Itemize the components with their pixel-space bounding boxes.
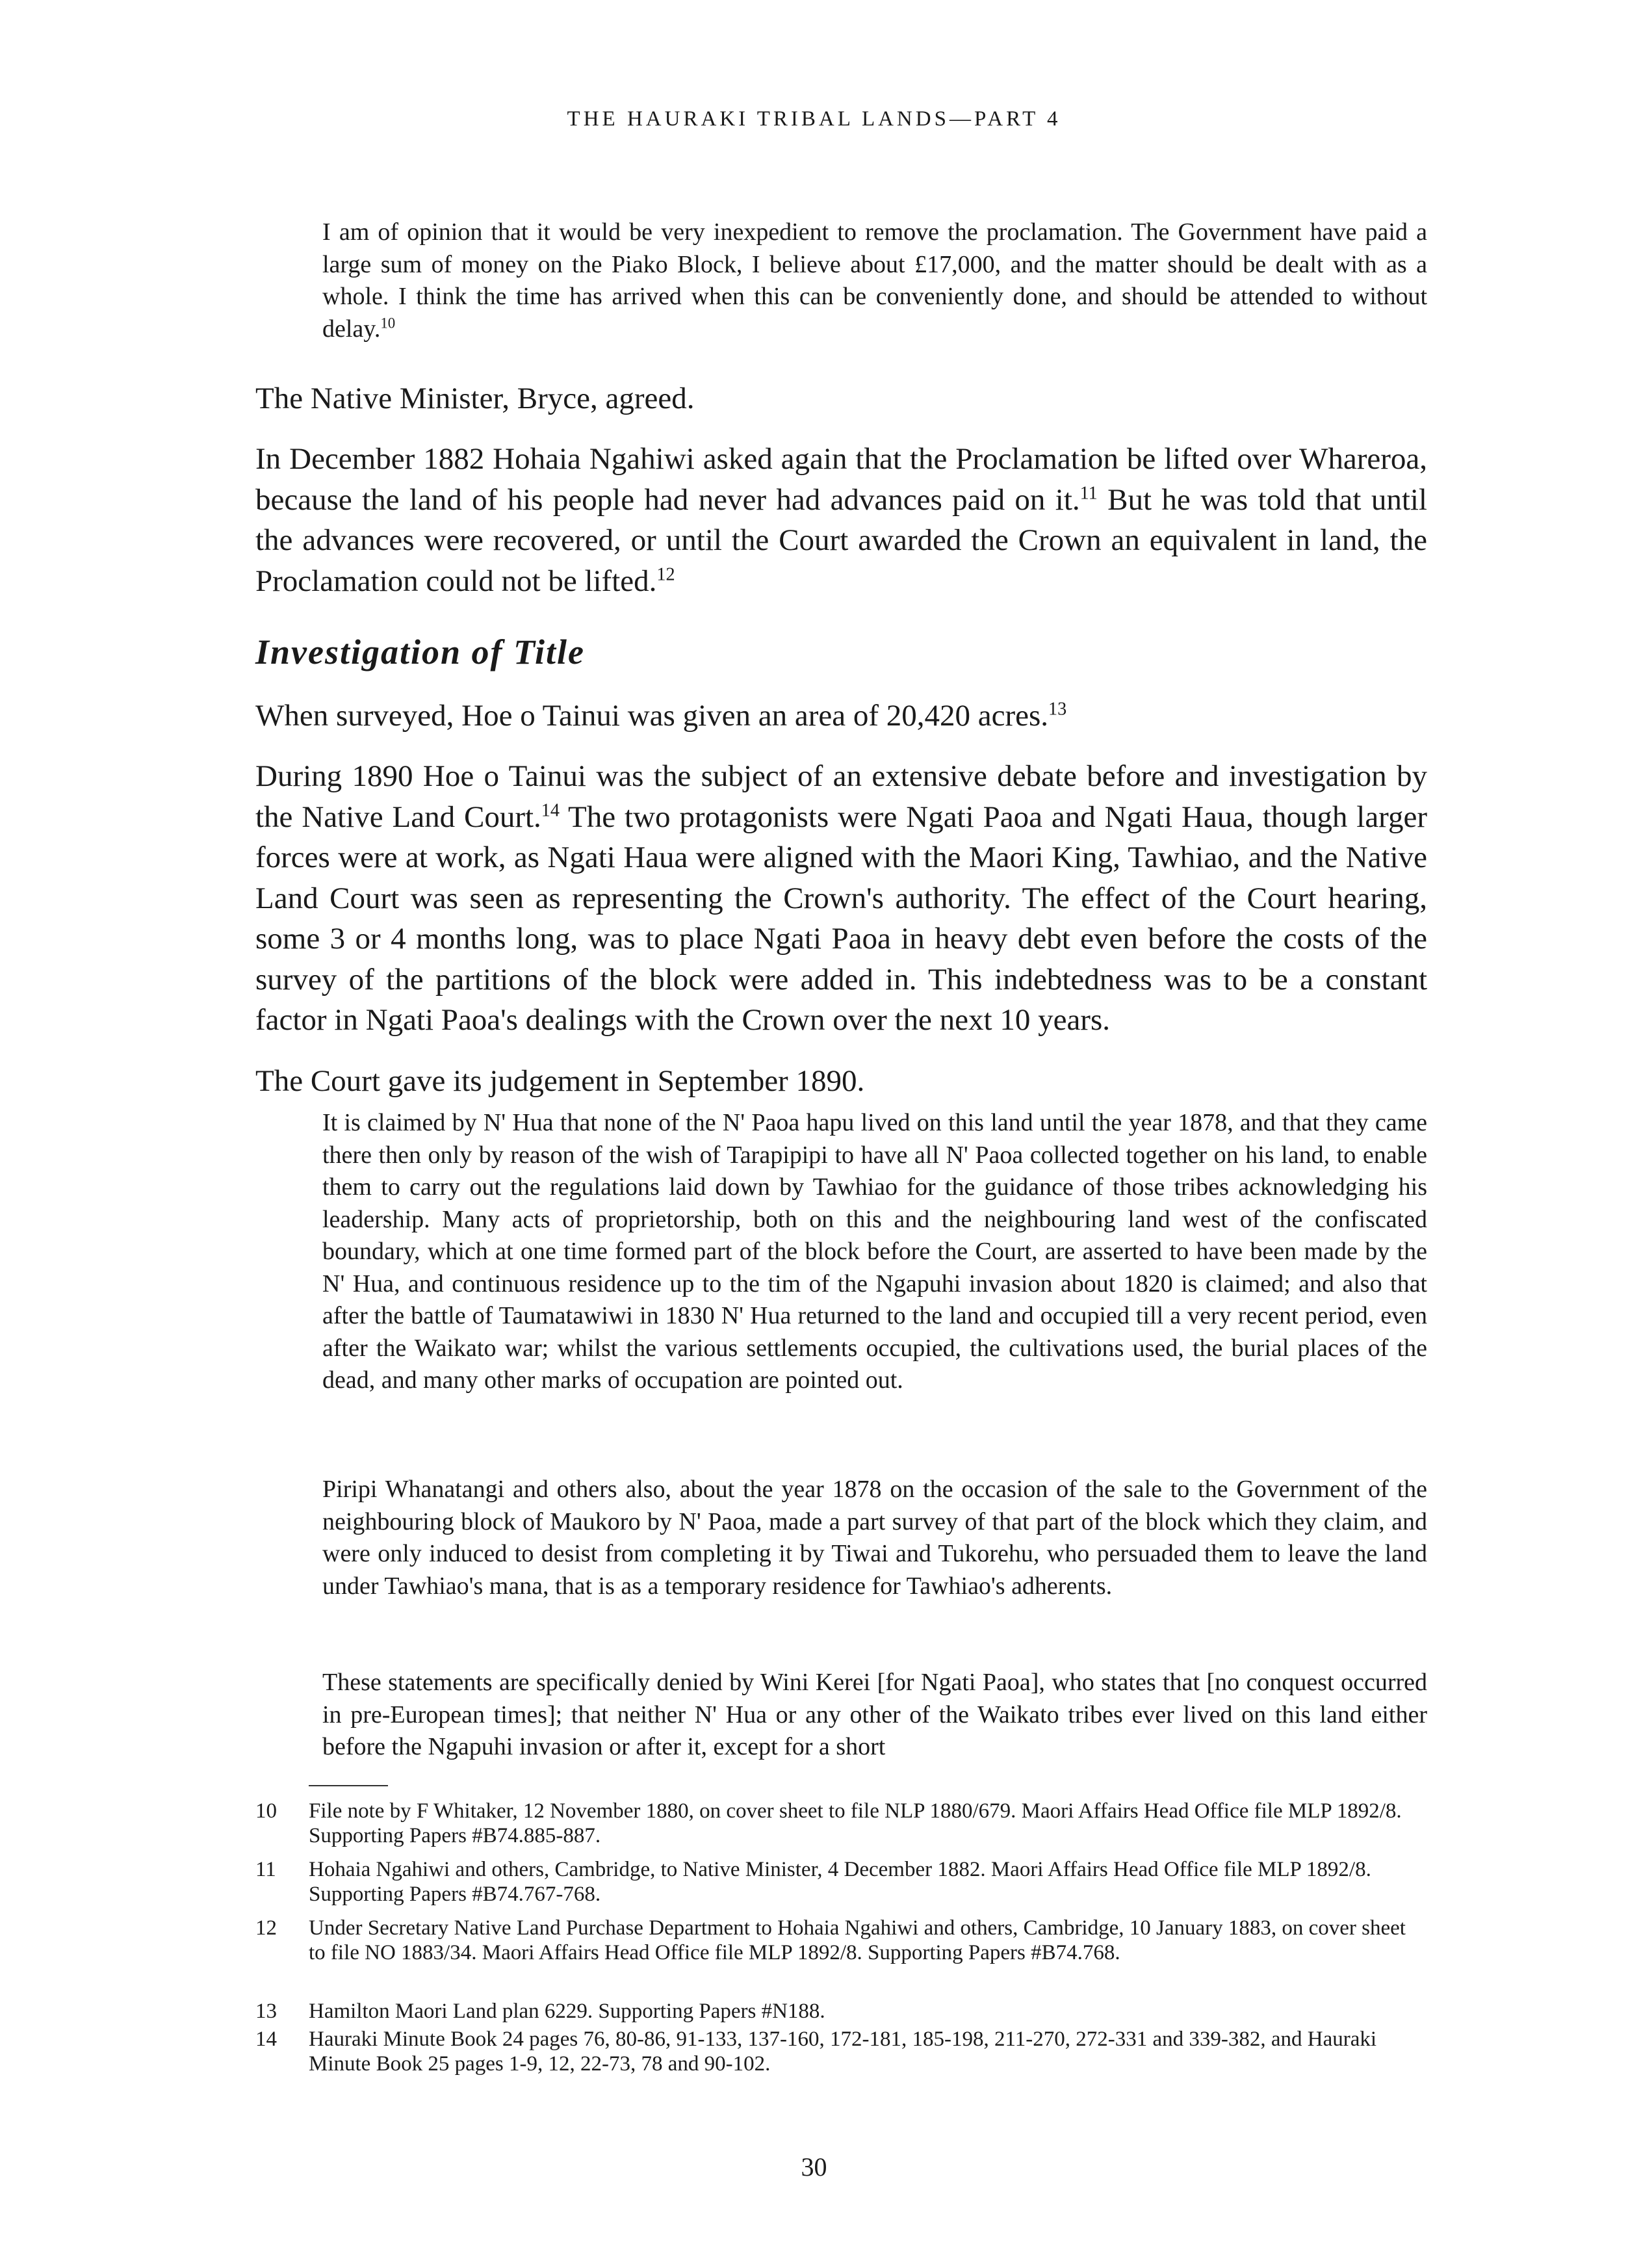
footnote-number: 14 bbox=[255, 2027, 277, 2051]
footnote-text: Hohaia Ngahiwi and others, Cambridge, to Native Minister, 4 December 1882. Maori Affairs Head Office file MLP 1892/8. Supporting Papers #B74.767-768. bbox=[309, 1858, 1371, 1906]
footnote-number: 11 bbox=[255, 1858, 276, 1881]
footnote-text: Hamilton Maori Land plan 6229. Supporting Papers #N188. bbox=[309, 2000, 825, 2023]
body-paragraph: In December 1882 Hohaia Ngahiwi asked again that the Proclamation be lifted over Whareroa, because the land of his people had never had advances paid on it.$^{11}$ But he was told that until the advances were recovered, or until the Court awarded the Crown an equivalent in land, the Proclamation could not be lifted.$^{12}$ bbox=[255, 442, 1427, 598]
block-quote-judgement-p2: Piripi Whanatangi and others also, about the year 1878 on the occasion of the sale to the Government of the neighbouring block of Maukoro by N' Paoa, made a part survey of that part of the block which they claim, and were only induced to desist from completing it by Tiwai and Tukorehu, who persuaded them to leave the land under Tawhiao's mana, that is as a temporary residence for Tawhiao's adherents. bbox=[322, 1476, 1427, 1600]
footnote bbox=[255, 1916, 1427, 1965]
footnote-ref-11[interactable]: 11 bbox=[1079, 482, 1098, 503]
body-paragraph: The Native Minister, Bryce, agreed. bbox=[255, 382, 695, 415]
footnote-ref-14[interactable]: 14 bbox=[541, 800, 560, 820]
footnote-rule bbox=[309, 1785, 388, 1786]
body-paragraph: When surveyed, Hoe o Tainui was given an area of 20,420 acres.$^{13}$ bbox=[255, 699, 1067, 733]
footnote-number: 13 bbox=[255, 2000, 277, 2023]
footnote-ref-12[interactable]: 12 bbox=[656, 564, 675, 584]
footnote-ref-10[interactable]: 10 bbox=[380, 314, 396, 331]
section-heading: Investigation of Title bbox=[255, 632, 585, 671]
page-number: 30 bbox=[801, 2152, 827, 2182]
footnote bbox=[255, 1999, 1427, 2024]
footnote-number: 12 bbox=[255, 1916, 277, 1940]
footnote-text: Hauraki Minute Book 24 pages 76, 80-86, 91-133, 137-160, 172-181, 185-198, 211-270, 272-331 and 339-382, and Hauraki Minute Book 25 pages 1-9, 12, 22-73, 78 and 90-102. bbox=[309, 2027, 1377, 2076]
footnote bbox=[255, 1799, 1427, 1848]
footnote-text: File note by F Whitaker, 12 November 1880, on cover sheet to file NLP 1880/679. Maori Affairs Head Office file MLP 1892/8. Supporting Papers #B74.885-887. bbox=[309, 1799, 1402, 1847]
body-paragraph: During 1890 Hoe o Tainui was the subject of an extensive debate before and investigation by the Native Land Court.$^{14}$ The two protagonists were Ngati Paoa and Ngati Haua, though larger forces were at work, as Ngati Haua were aligned with the Maori King, Tawhiao, and the Native Land Court was seen as representing the Crown's authority. The effect of the Court hearing, some 3 or 4 months long, was to place Ngati Paoa in heavy debt even before the costs of the survey of the partitions of the block were added in. This indebtedness was to be a constant factor in Ngati Paoa's dealings with the Crown over the next 10 years. bbox=[255, 759, 1427, 1037]
block-quote-bryce bbox=[322, 216, 1427, 345]
footnote-ref-13[interactable]: 13 bbox=[1048, 699, 1067, 720]
quote-text: I am of opinion that it would be very inexpedient to remove the proclamation. The Government have paid a large sum of money on the Piako Block, I believe about £17,000, and the matter should be dealt with as a whole. I think the time has arrived when this can be conveniently done, and should be attended to without delay. bbox=[322, 218, 1427, 343]
body-paragraph: The Court gave its judgement in September 1890. bbox=[255, 1064, 865, 1098]
block-quote-judgement-p1: It is claimed by N' Hua that none of the N' Paoa hapu lived on this land until the year 1878, and that they came there then only by reason of the wish of Tarapipipi to have all N' Paoa collected together on his land, to enable them to carry out the regulations laid down by Tawhiao for the guidance of those tribes acknowledging his leadership. Many acts of proprietorship, both on this and the neighbouring land west of the confiscated boundary, which at one time formed part of the block before the Court, are asserted to have been made by the N' Hua, and continuous residence up to the tim of the Ngapuhi invasion about 1820 is claimed; and also that after the battle of Taumatawiwi in 1830 N' Hua returned to the land and occupied till a very recent period, even after the Waikato war; whilst the various settlements occupied, the cultivations used, the burial places of the dead, and many other marks of occupation are pointed out. bbox=[322, 1109, 1427, 1394]
footnote bbox=[255, 1857, 1427, 1907]
footnote-text: Under Secretary Native Land Purchase Department to Hohaia Ngahiwi and others, Cambridge, 10 January 1883, on cover sheet to file NO 1883/34. Maori Affairs Head Office file MLP 1892/8. Supporting Papers #B74.768. bbox=[309, 1916, 1406, 1964]
block-quote-judgement-p3: These statements are specifically denied by Wini Kerei [for Ngati Paoa], who states that [no conquest occurred in pre-European times]; that neither N' Hua or any other of the Waikato tribes ever lived on this land either before the Ngapuhi invasion or after it, except for a short bbox=[322, 1669, 1427, 1760]
footnote bbox=[255, 2027, 1427, 2076]
footnote-number: 10 bbox=[255, 1799, 277, 1823]
running-head: THE HAURAKI TRIBAL LANDS—PART 4 bbox=[567, 107, 1061, 131]
